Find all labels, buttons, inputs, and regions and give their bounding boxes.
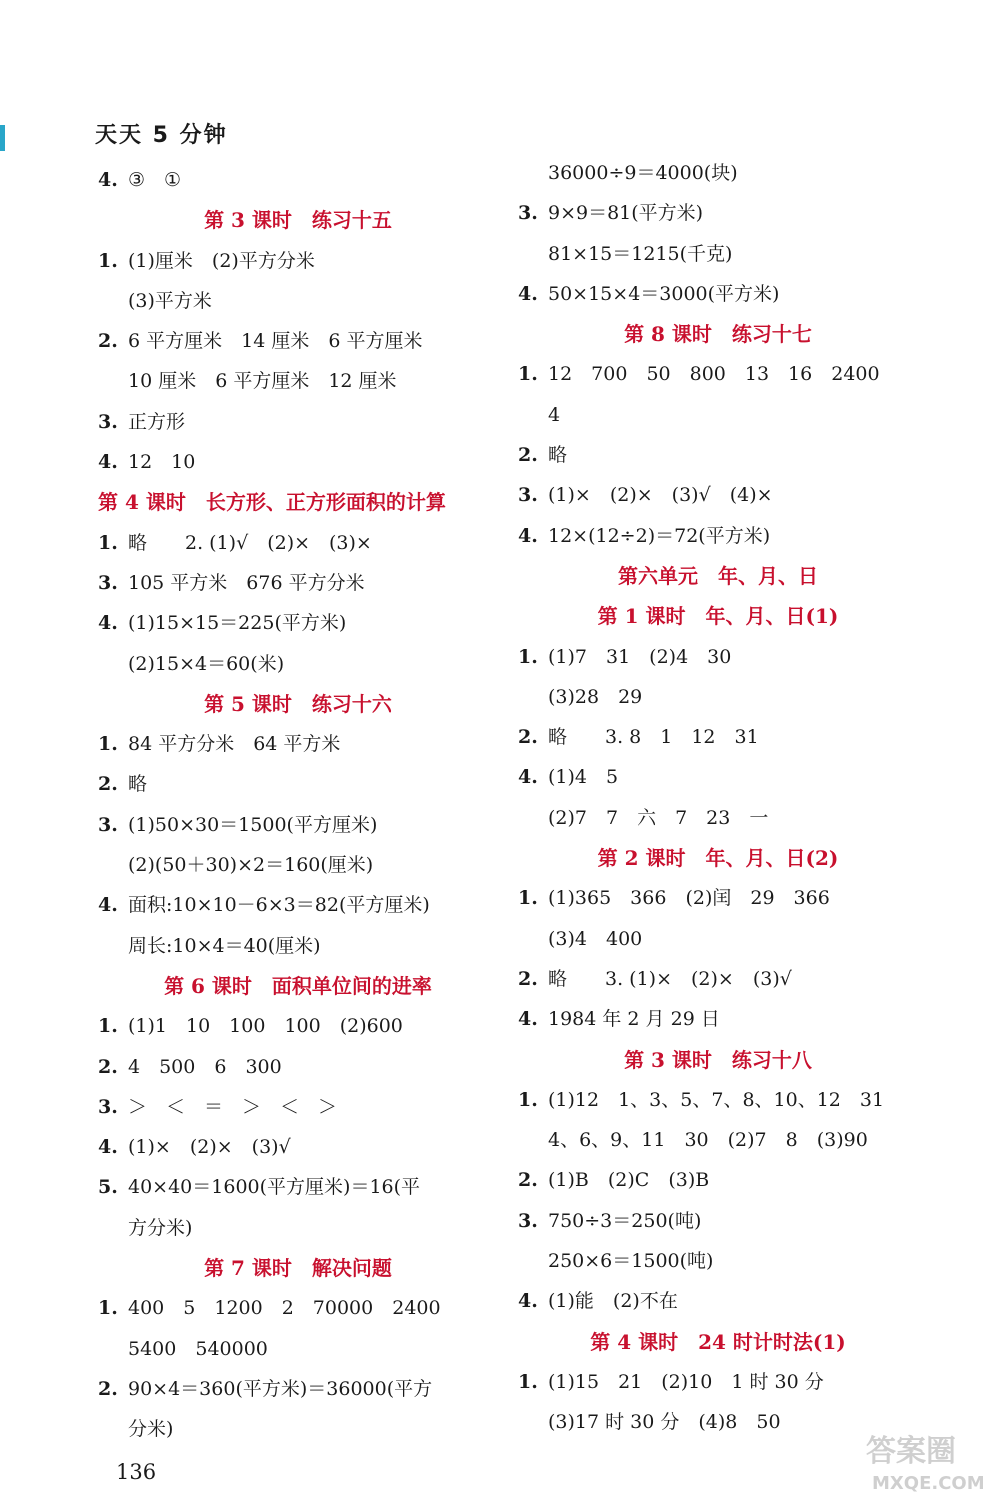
item-text: 12 700 50 800 13 16 2400 [548,363,880,386]
item-text: (1)1 10 100 100 (2)600 [128,1015,403,1038]
item-text: 50×15×4＝3000(平方米) [548,282,780,305]
item-number: 1. [98,733,118,756]
answer-continuation: (2)7 7 六 7 23 一 [548,806,769,829]
answer-item [518,1080,918,1120]
answer-item [98,241,498,281]
item-number: 2. [518,726,538,749]
answer-item [518,999,918,1039]
answer-continuation: 方分米) [128,1216,193,1239]
section-heading: 第 2 课时 年、月、日(2) [597,846,839,871]
answer-item [98,442,498,482]
answer-item [98,724,498,764]
item-number: 2. [518,1169,538,1192]
answer-continuation: 4、6、9、11 30 (2)7 8 (3)90 [548,1129,868,1152]
item-number: 1. [518,645,538,668]
answer-continuation: 36000÷9＝4000(块) [548,162,738,184]
item-number: 4. [518,1008,538,1031]
section-heading: 第 3 课时 练习十五 [204,208,392,233]
watermark-url-text: MXQE.COM [872,1473,985,1494]
answer-continuation: 分米) [128,1418,174,1441]
section-heading: 第 5 课时 练习十六 [204,691,392,716]
answer-item [98,885,498,925]
item-number: 4. [98,451,118,474]
item-number: 4. [98,894,118,917]
page-header: 天天 5 分钟 [95,123,228,148]
answer-item [518,1201,918,1241]
item-text: (1)厘米 (2)平方分米 [128,249,315,272]
answer-continuation: (2)15×4＝60(米) [128,652,285,675]
answer-item [98,1127,498,1167]
answer-continuation: (3)4 400 [548,927,643,950]
answer-item [98,764,498,804]
answer-item [98,321,498,361]
answer-item [518,435,918,475]
answer-continuation: (3)28 29 [548,685,643,708]
answer-continuation: 周长:10×4＝40(厘米) [128,934,321,957]
item-number: 4. [98,169,118,191]
item-number: 3. [98,813,118,836]
item-text: (1)× (2)× (3)√ (4)× [548,484,773,507]
section-heading: 第 7 课时 解决问题 [204,1256,392,1281]
answer-item [98,1087,498,1127]
answer-item [98,1288,498,1328]
answer-continuation: 4 [548,403,561,426]
answer-item [518,1160,918,1200]
section-heading: 第 6 课时 面积单位间的进率 [164,973,432,998]
answer-continuation: 81×15＝1215(千克) [548,242,733,265]
section-heading: 第 4 课时 24 时计时法(1) [590,1329,846,1354]
item-number: 4. [98,1136,118,1159]
item-text: 略 3. (1)× (2)× (3)√ [548,967,792,990]
answer-item [518,717,918,757]
item-text: 105 平方米 676 平方分米 [128,571,365,594]
answer-item [98,1047,498,1087]
item-text: 略 [548,444,568,467]
item-text: ③ ① [128,169,182,191]
item-text: (1)7 31 (2)4 30 [548,645,732,668]
item-text: (1)4 5 [548,766,619,789]
item-number: 4. [518,524,538,547]
section-heading: 第 3 课时 练习十八 [624,1047,812,1072]
item-number: 2. [518,967,538,990]
answer-item [518,878,918,918]
item-text: 9×9＝81(平方米) [548,202,704,225]
item-text: 40×40＝1600(平方厘米)＝16(平 [128,1176,421,1199]
item-number: 3. [98,1095,118,1118]
item-text: 84 平方分米 64 平方米 [128,733,341,756]
answer-continuation: 250×6＝1500(吨) [548,1250,714,1273]
answer-item [518,1281,918,1321]
item-number: 3. [518,484,538,507]
answer-item [518,274,918,314]
answer-item [518,637,918,677]
item-text: 6 平方厘米 14 厘米 6 平方厘米 [128,330,423,353]
item-text: 12×(12÷2)＝72(平方米) [548,524,771,547]
item-text: ＞ ＜ ＝ ＞ ＜ ＞ [128,1095,338,1118]
item-number: 1. [518,887,538,910]
item-text: 略 3. 8 1 12 31 [548,726,759,749]
item-text: 4 500 6 300 [128,1055,282,1078]
item-text: (1)15×15＝225(平方米) [128,612,347,635]
item-number: 1. [518,1088,538,1111]
item-number: 3. [518,1209,538,1232]
answer-continuation: (2)(50＋30)×2＝160(厘米) [128,854,374,877]
left-column [98,160,498,1450]
item-number: 1. [518,1370,538,1393]
answer-item [518,959,918,999]
answer-item [518,475,918,515]
watermark-logo [862,1427,994,1497]
item-text: 750÷3＝250(吨) [548,1209,702,1232]
item-text: 90×4＝360(平方米)＝36000(平方 [128,1377,433,1400]
item-text: 面积:10×10－6×3＝82(平方厘米) [128,894,430,917]
answer-item [518,757,918,797]
section-heading: 第 4 课时 长方形、正方形面积的计算 [98,490,446,515]
answer-item [98,603,498,643]
item-number: 4. [98,612,118,635]
item-number: 3. [518,202,538,225]
answer-item [98,523,498,563]
item-number: 2. [518,444,538,467]
answer-item [98,1369,498,1409]
item-text: (1)15 21 (2)10 1 时 30 分 [548,1370,824,1393]
section-heading: 第 8 课时 练习十七 [624,322,812,347]
item-number: 2. [98,330,118,353]
item-text: 12 10 [128,451,196,474]
item-number: 3. [98,571,118,594]
item-number: 5. [98,1176,118,1199]
answer-item [518,516,918,556]
item-text: (1)B (2)C (3)B [548,1169,710,1192]
item-text: (1)50×30＝1500(平方厘米) [128,813,378,836]
item-number: 2. [98,1377,118,1400]
answer-item [98,1006,498,1046]
item-number: 4. [518,766,538,789]
section-heading: 第六单元 年、月、日 [618,563,818,588]
item-text: 略 2. (1)√ (2)× (3)× [128,531,372,554]
item-text: 正方形 [128,410,186,433]
answer-item [98,1167,498,1207]
item-number: 1. [98,249,118,272]
item-text: (1)能 (2)不在 [548,1290,678,1313]
answer-continuation: 10 厘米 6 平方厘米 12 厘米 [128,370,397,393]
answer-continuation: 5400 540000 [128,1337,268,1360]
item-text: 400 5 1200 2 70000 2400 [128,1297,441,1320]
answer-item [98,805,498,845]
item-number: 1. [518,363,538,386]
answer-item [518,1362,918,1402]
page-edge-mark [0,125,5,151]
answer-item [98,563,498,603]
item-text: (1)12 1、3、5、7、8、10、12 31 [548,1088,885,1111]
item-number: 1. [98,1297,118,1320]
answer-item [518,193,918,233]
item-number: 1. [98,531,118,554]
item-number: 3. [98,410,118,433]
answer-continuation: (3)平方米 [128,289,212,312]
item-number: 2. [98,1055,118,1078]
item-text: 略 [128,773,148,796]
item-text: (1)× (2)× (3)√ [128,1136,291,1159]
item-text: (1)365 366 (2)闰 29 366 [548,887,830,910]
right-column [518,153,918,1443]
watermark-logo-text: 答案圈 [866,1434,956,1469]
page-number: 136 [116,1460,157,1484]
item-number: 2. [98,773,118,796]
item-number: 4. [518,282,538,305]
item-number: 4. [518,1290,538,1313]
answer-item [98,160,498,200]
answer-continuation: (3)17 时 30 分 (4)8 50 [548,1411,781,1434]
answer-item [518,354,918,394]
item-text: 1984 年 2 月 29 日 [548,1008,720,1031]
answer-item [98,402,498,442]
item-number: 1. [98,1015,118,1038]
section-heading: 第 1 课时 年、月、日(1) [597,604,839,629]
